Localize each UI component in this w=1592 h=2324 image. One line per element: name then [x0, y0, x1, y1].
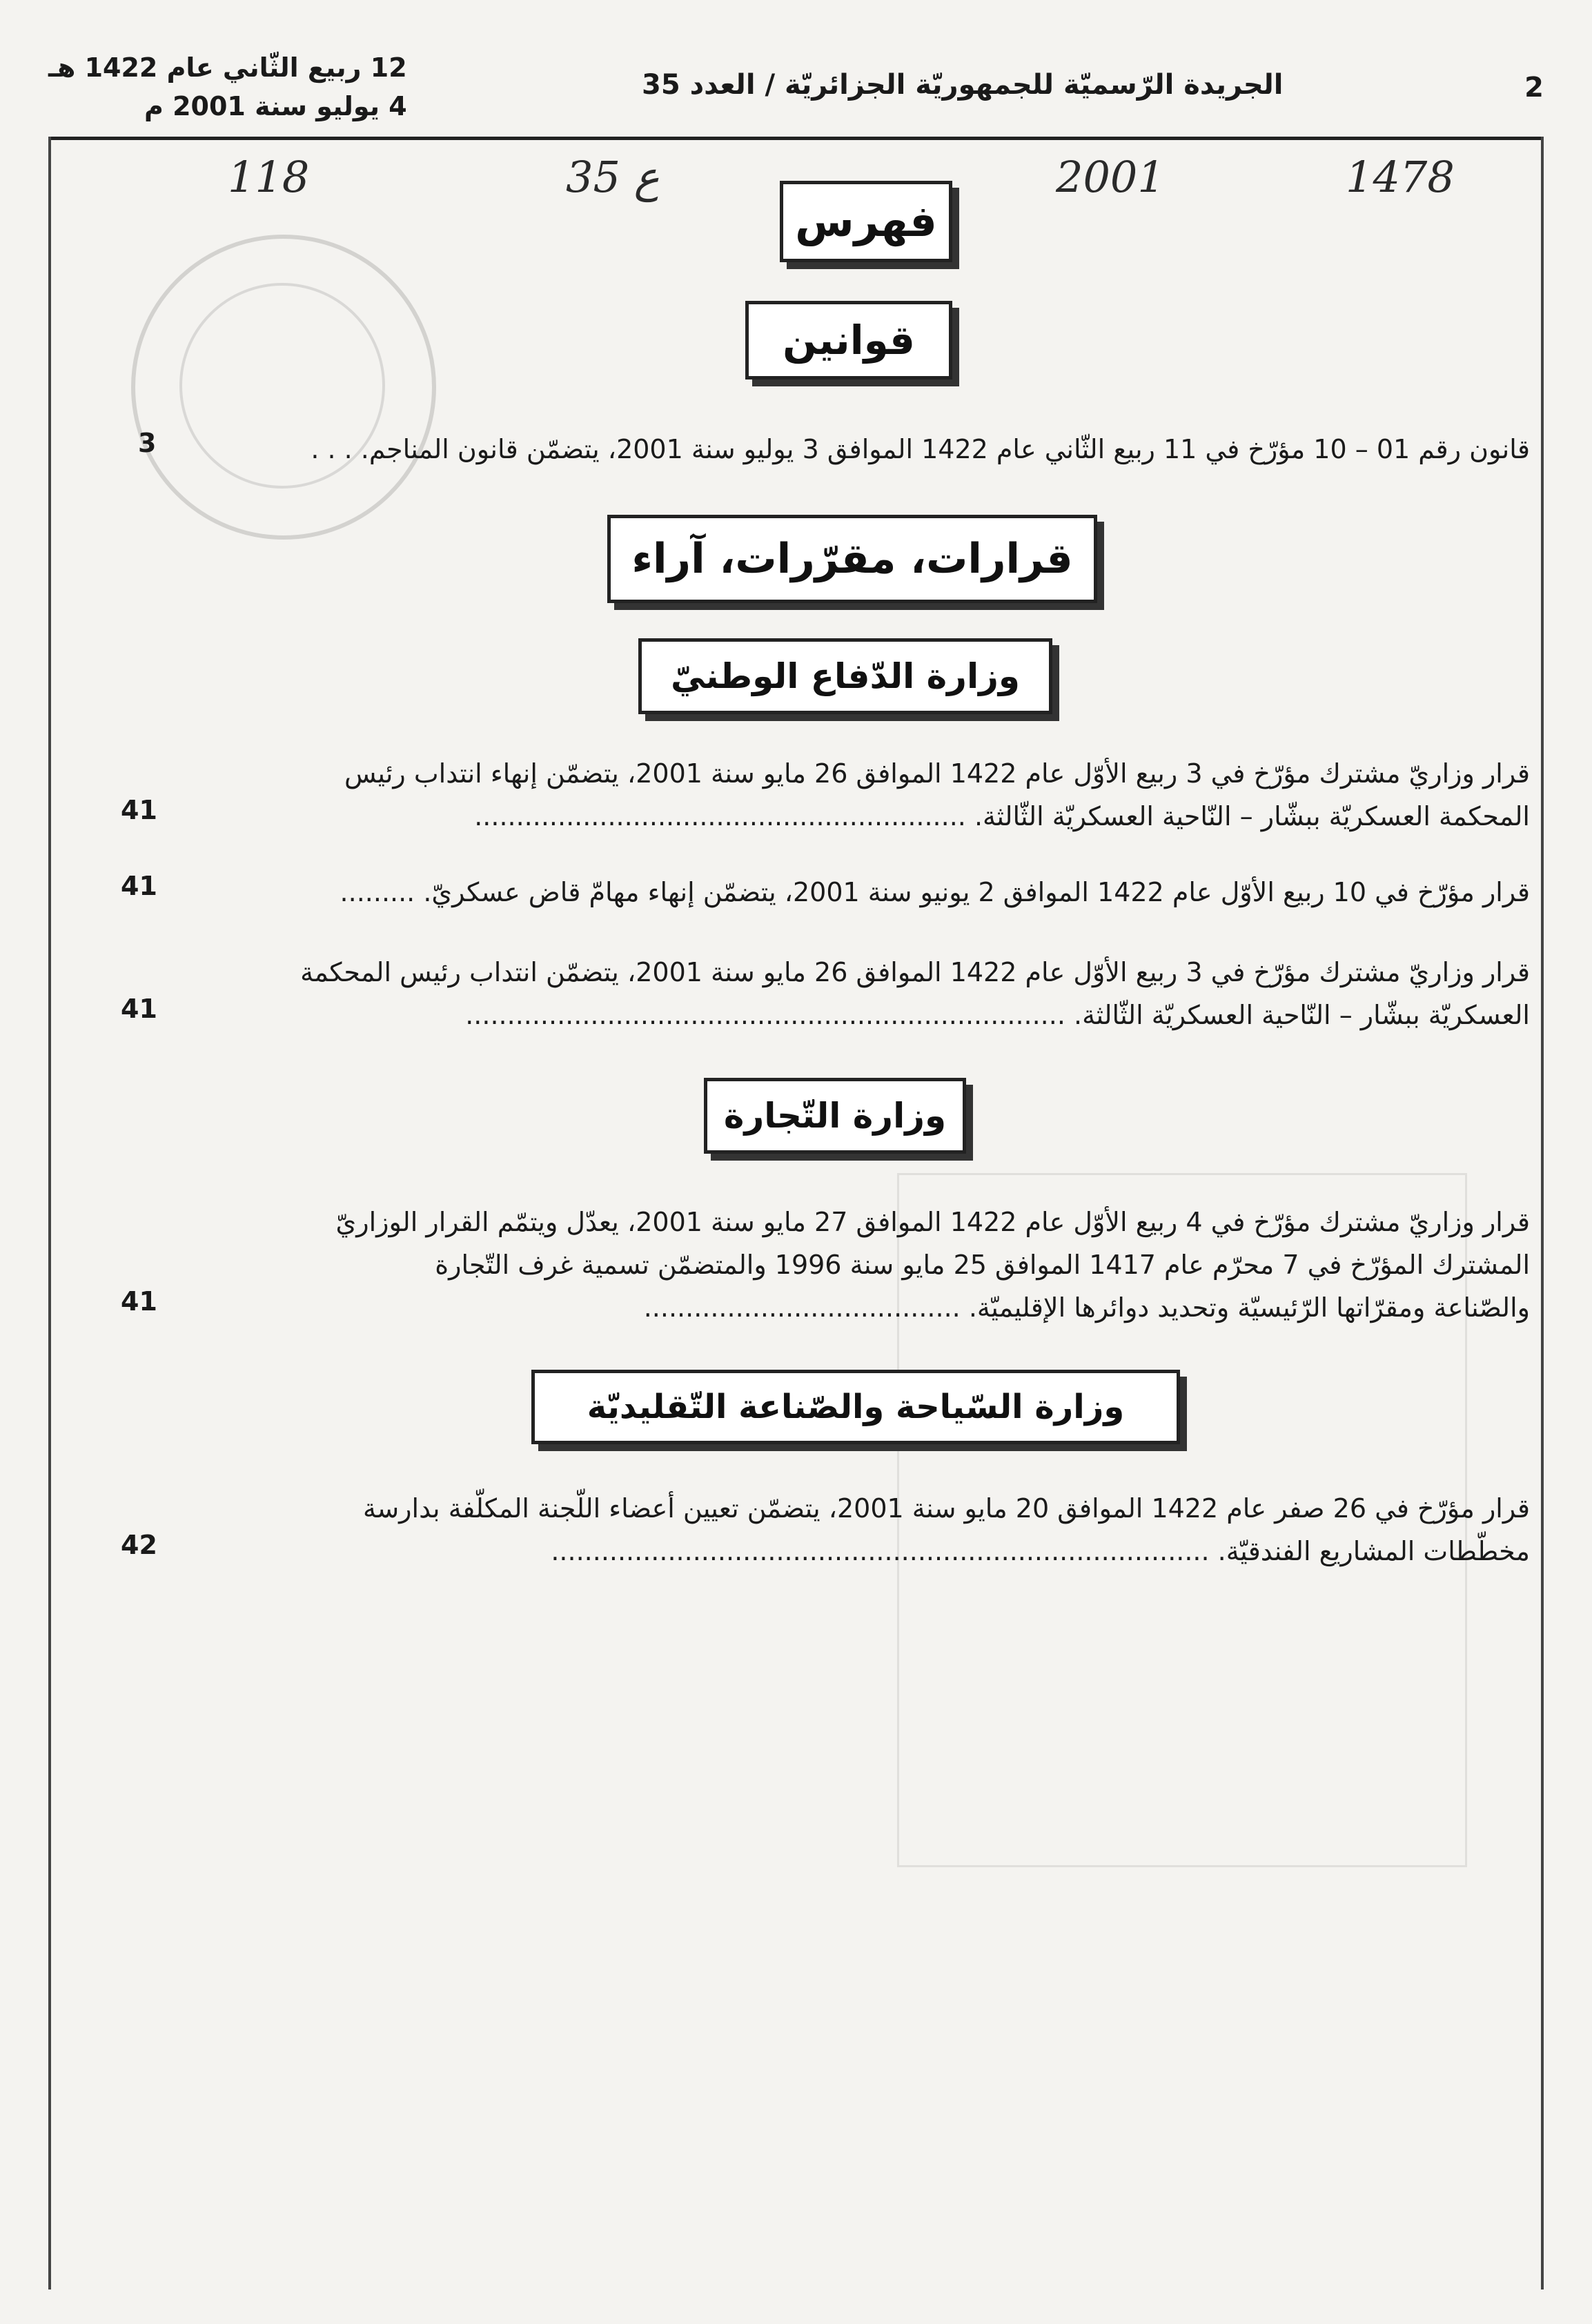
section-heading-box	[745, 301, 952, 380]
header-date-hijri: 12 ربيع الثّاني عام 1422 هـ	[48, 52, 407, 83]
entry-text-end: والصّناعة ومقرّاتها الرّئيسيّة وتحديد دوائرها الإقليميّة.	[968, 1292, 1530, 1323]
entry-text: المحكمة العسكريّة ببشّار – النّاحية العسكريّة الثّالثة. ...........................................................	[474, 801, 1530, 831]
toc-entry	[159, 428, 1530, 471]
header-dates	[48, 48, 407, 126]
entry-text: قرار وزاريّ مشترك مؤرّخ في 3 ربيع الأوّل عام 1422 الموافق 26 مايو سنة 2001، يتضمّن انتداب رئيس المحكمة	[300, 957, 1530, 987]
handwritten-mark: 35 ع	[566, 152, 660, 202]
ministry-heading-box	[531, 1370, 1180, 1444]
toc-entry	[159, 1487, 1530, 1573]
entry-page-number: 41	[121, 871, 157, 901]
entry-text-end: قرار مؤرّخ في 10 ربيع الأوّل عام 1422 الموافق 2 يونيو سنة 2001، يتضمّن إنهاء مهامّ قاض عسكريّ.	[423, 877, 1530, 907]
entry-text-end: المحكمة العسكريّة ببشّار – النّاحية العسكريّة الثّالثة.	[974, 801, 1530, 831]
entry-text: قرار وزاريّ مشترك مؤرّخ في 4 ربيع الأوّل عام 1422 الموافق 27 مايو سنة 2001، يعدّل ويتمّم القرار الوزاريّ	[335, 1207, 1530, 1237]
journal-title: الجريدة الرّسميّة للجمهوريّة الجزائريّة / العدد 35	[642, 69, 1284, 101]
toc-title-box	[780, 181, 952, 262]
header-date-gregorian: 4 يوليو سنة 2001 م	[144, 91, 407, 121]
entry-page-number: 42	[121, 1530, 157, 1560]
toc-title: فهرس	[795, 196, 937, 246]
entry-text: قانون رقم 01 – 10 مؤرّخ في 11 ربيع الثّاني عام 1422 الموافق 3 يوليو سنة 2001، يتضمّن قانون المناجم. . . .	[311, 434, 1530, 464]
frame-right	[1541, 137, 1544, 2289]
entry-page-number: 41	[121, 795, 157, 825]
entry-text: العسكريّة ببشّار – النّاحية العسكريّة الثّالثة. ........................................................................	[465, 1000, 1530, 1030]
entry-text-end: مخطّطات المشاريع الفندقيّة.	[1217, 1536, 1530, 1566]
ministry-heading-box	[638, 638, 1052, 714]
toc-entry	[159, 871, 1530, 914]
page-header	[48, 28, 1544, 138]
handwritten-mark: 2001	[1056, 152, 1165, 202]
entry-text: قرار وزاريّ مشترك مؤرّخ في 3 ربيع الأوّل عام 1422 الموافق 26 مايو سنة 2001، يتضمّن إنهاء انتداب رئيس	[344, 758, 1530, 789]
entry-text: قرار مؤرّخ في 26 صفر عام 1422 الموافق 20 مايو سنة 2001، يتضمّن تعيين أعضاء اللّجنة المكلّفة بدارسة	[362, 1493, 1530, 1524]
page-number: 2	[1524, 72, 1544, 104]
entry-page-number: 3	[138, 428, 157, 458]
handwritten-mark: 1478	[1346, 152, 1455, 202]
toc-entry	[159, 951, 1530, 1036]
ministry-heading-defense: وزارة الدّفاع الوطنيّ	[671, 656, 1020, 696]
toc-entry	[159, 1201, 1530, 1329]
frame-left	[48, 137, 51, 2289]
section-heading-box	[607, 515, 1097, 603]
header-rule	[48, 137, 1544, 140]
entry-text: قرار مؤرّخ في 10 ربيع الأوّل عام 1422 الموافق 2 يونيو سنة 2001، يتضمّن إنهاء مهامّ قاض عسكريّ. .........	[340, 877, 1530, 907]
section-heading-laws: قوانين	[783, 317, 915, 364]
entry-text: مخطّطات المشاريع الفندقيّة. ...............................................................................	[551, 1536, 1530, 1566]
entry-page-number: 41	[121, 1286, 157, 1317]
entry-text-end: العسكريّة ببشّار – النّاحية العسكريّة الثّالثة.	[1074, 1000, 1530, 1030]
entry-text: والصّناعة ومقرّاتها الرّئيسيّة وتحديد دوائرها الإقليميّة. ......................................	[643, 1292, 1530, 1323]
entry-page-number: 41	[121, 994, 157, 1024]
ministry-heading-box	[704, 1078, 966, 1154]
ministry-heading-tourism: وزارة السّياحة والصّناعة التّقليديّة	[587, 1388, 1125, 1426]
toc-entry	[159, 752, 1530, 838]
handwritten-mark: 118	[228, 152, 310, 202]
entry-text: المشترك المؤرّخ في 7 محرّم عام 1417 الموافق 25 مايو سنة 1996 والمتضمّن تسمية غرف التّجارة	[435, 1250, 1530, 1280]
ministry-heading-commerce: وزارة التّجارة	[723, 1096, 947, 1136]
section-heading-decisions: قرارات، مقرّرات، آراء	[631, 535, 1073, 583]
